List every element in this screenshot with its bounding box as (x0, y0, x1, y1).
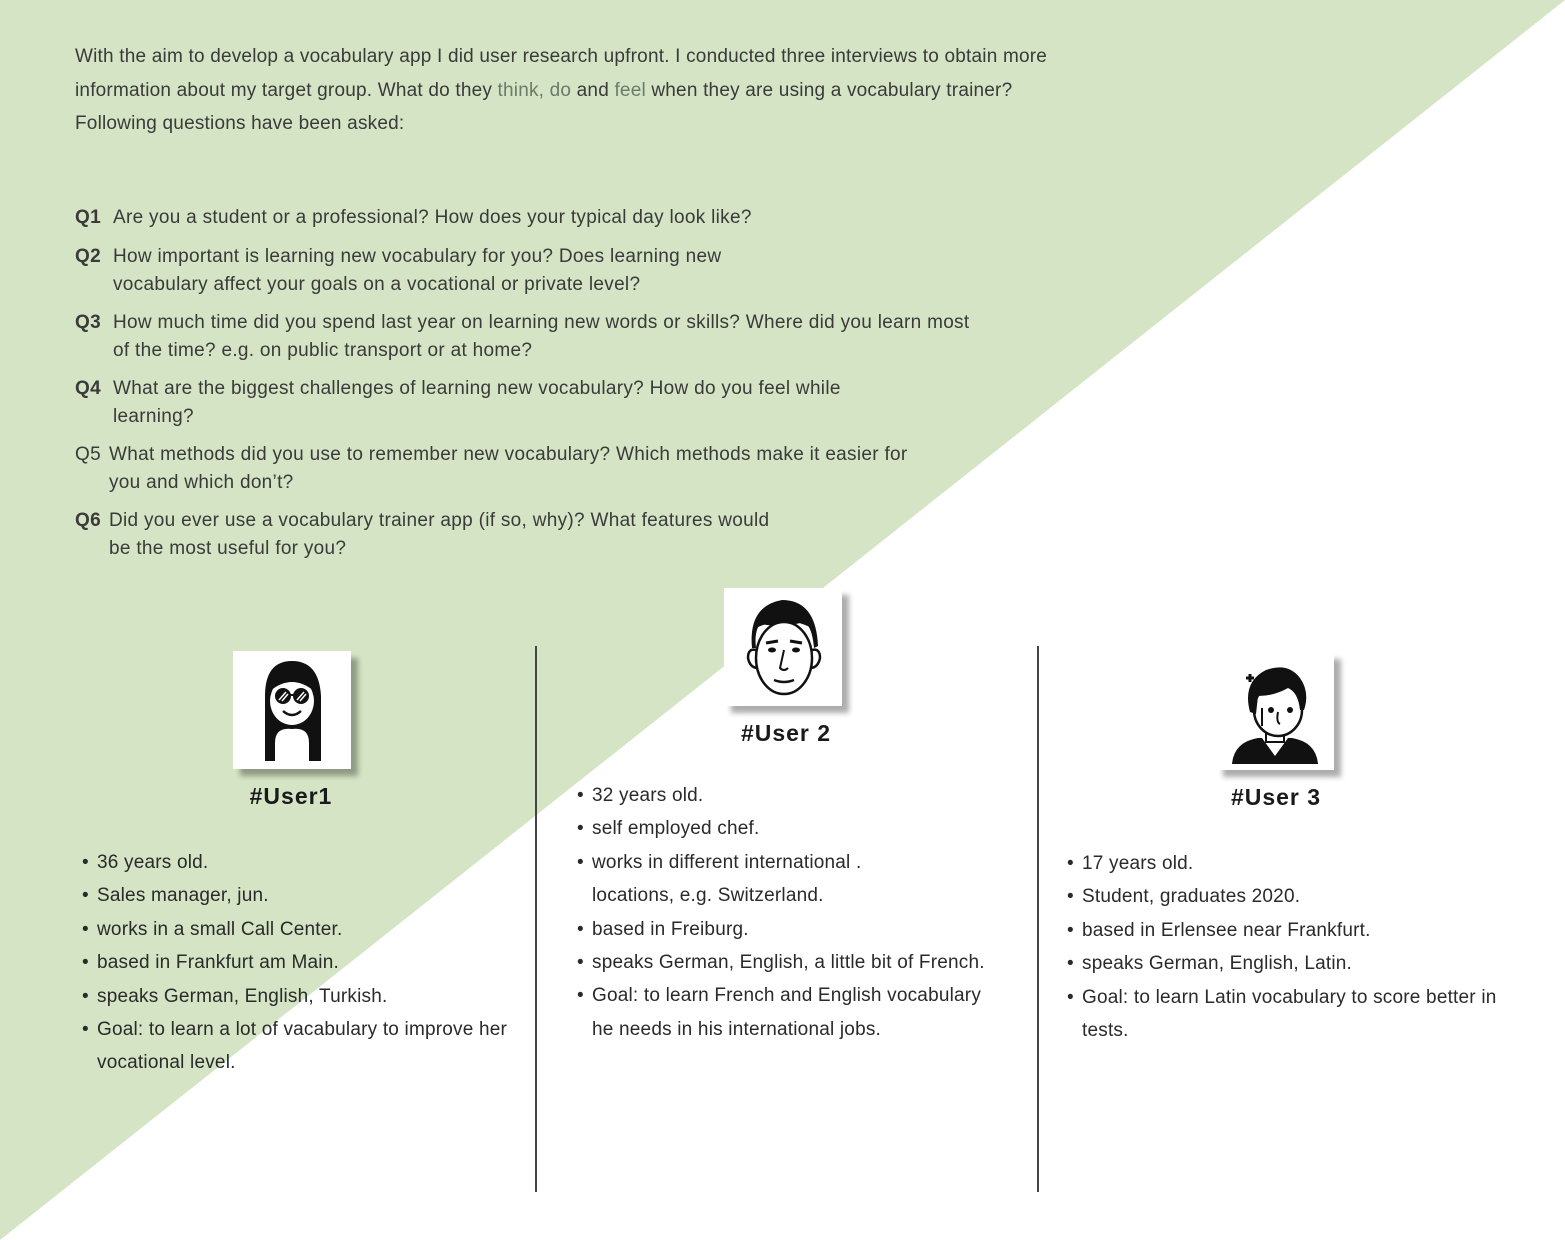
user1-title: #User1 (249, 783, 333, 809)
fact-item: • Student, graduates 2020. (1067, 880, 1517, 913)
question-text: Did you ever use a vocabulary trainer app (if so, why)? What features would be the most useful for you? (109, 510, 770, 559)
fact-item: • speaks German, English, a little bit of French. (577, 946, 1017, 979)
intro-highlight-think-do: think, do (497, 79, 572, 101)
fact-item: • speaks German, English, Turkish. (82, 980, 512, 1013)
fact-item: • 17 years old. (1067, 847, 1517, 880)
question-item (75, 204, 835, 232)
student-boy-icon (1216, 652, 1334, 770)
intro-text-and: and (571, 79, 615, 101)
user3-facts (1067, 847, 1517, 1047)
woman-with-sunglasses-icon (233, 651, 351, 769)
question-item (75, 507, 775, 562)
fact-item: • based in Frankfurt am Main. (82, 946, 512, 979)
fact-item: • Sales manager, jun. (82, 879, 512, 912)
question-text: How much time did you spend last year on learning new words or skills? Where did you learn most of the time? e.g. on public transport or at home? (113, 312, 970, 361)
user2-facts (577, 779, 1017, 1046)
fact-item: • based in Freiburg. (577, 913, 1017, 946)
intro-text-2: when they are using a vocabulary trainer? Following questions have been asked: (75, 79, 1013, 134)
user1-facts (82, 846, 512, 1080)
user2-avatar (724, 588, 842, 706)
fact-item: • 32 years old. (577, 779, 1017, 812)
question-item (75, 441, 910, 496)
fact-item: • Goal: to learn French and English vocabulary he needs in his international jobs. (577, 979, 1002, 1046)
fact-item: • Goal: to learn a lot of vacabulary to improve her vocational level. (82, 1013, 512, 1080)
question-text: What are the biggest challenges of learning new vocabulary? How do you feel while learning? (113, 378, 841, 427)
man-face-icon (724, 588, 842, 706)
fact-item: • speaks German, English, Latin. (1067, 947, 1517, 980)
question-number: Q6 (75, 510, 101, 531)
intro-paragraph (75, 40, 1055, 141)
question-number: Q5 (75, 444, 101, 465)
question-number: Q3 (75, 312, 101, 333)
column-divider (1037, 646, 1039, 1192)
fact-item: • self employed chef. (577, 812, 1017, 845)
intro-highlight-feel: feel (614, 79, 646, 101)
column-divider (535, 646, 537, 1192)
fact-item: • Goal: to learn Latin vocabulary to score better in tests. (1067, 981, 1507, 1048)
user2-title: #User 2 (740, 720, 832, 746)
fact-item: • based in Erlensee near Frankfurt. (1067, 914, 1517, 947)
question-number: Q2 (75, 246, 101, 267)
question-number: Q1 (75, 207, 101, 228)
fact-item: • works in a small Call Center. (82, 913, 512, 946)
question-item (75, 309, 975, 364)
question-number: Q4 (75, 378, 101, 399)
question-item (75, 243, 795, 298)
fact-item: • 36 years old. (82, 846, 512, 879)
question-item (75, 375, 905, 430)
user3-title: #User 3 (1230, 784, 1322, 810)
question-text: Are you a student or a professional? How does your typical day look like? (113, 207, 752, 228)
user1-avatar (233, 651, 351, 769)
intro-text-1: With the aim to develop a vocabulary app I did user research upfront. I conducted three interviews to obtain more information about my target group. What do they (75, 46, 1048, 101)
question-text: What methods did you use to remember new vocabulary? Which methods make it easier for you and which don’t? (109, 444, 908, 493)
user3-avatar (1216, 652, 1334, 770)
fact-item: • works in different international . locations, e.g. Switzerland. (577, 846, 882, 913)
question-text: How important is learning new vocabulary for you? Does learning new vocabulary affect your goals on a vocational or private level? (113, 246, 722, 295)
